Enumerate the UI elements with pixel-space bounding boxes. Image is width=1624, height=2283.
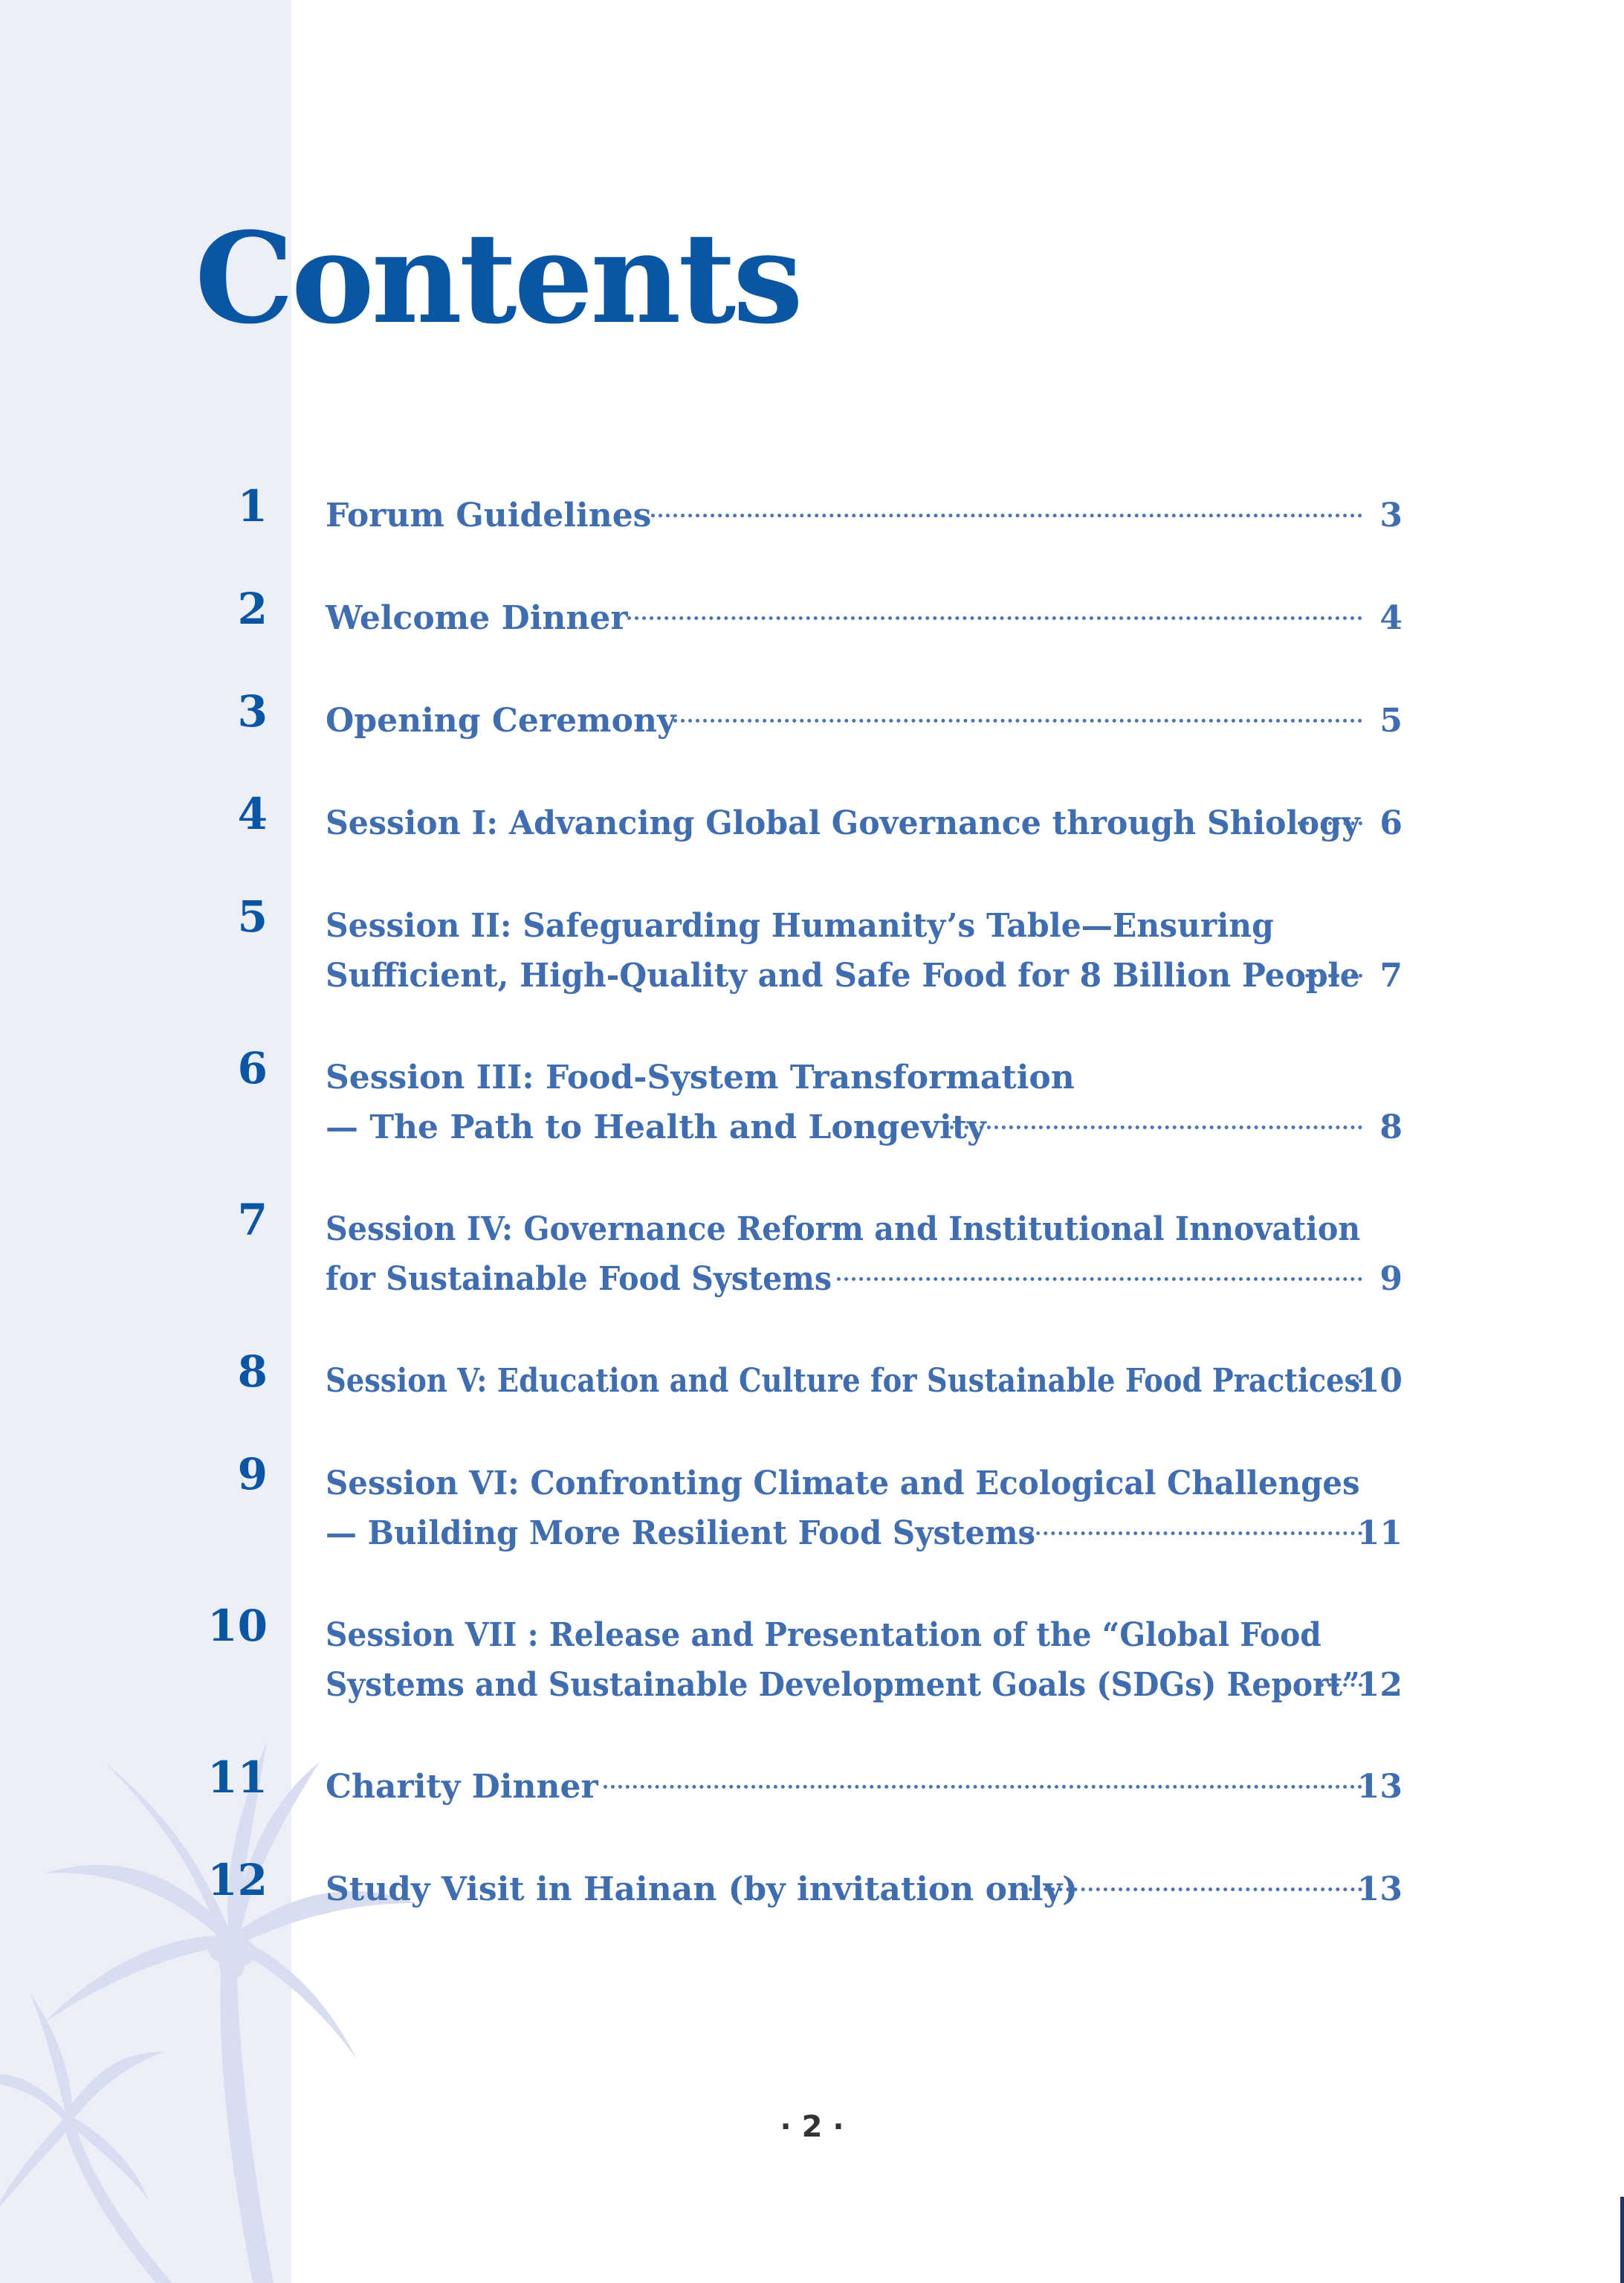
entry-number: 2 (237, 584, 268, 634)
entry-number: 10 (207, 1601, 268, 1651)
page-number: · 2 · (780, 2110, 844, 2144)
dot-leader (1021, 1527, 1362, 1535)
entry-title: Session II: Safeguarding Humanity’s Table—Ensuring (326, 907, 1274, 945)
entry-title: Session V: Education and Culture for Sustainable Food Practices (326, 1362, 1361, 1400)
entry-page: 7 (1379, 957, 1403, 995)
entry-title: Session VI: Confronting Climate and Ecological Challenges (326, 1465, 1360, 1502)
entry-title: Session IV: Governance Reform and Institutional Innovation (326, 1210, 1361, 1248)
entry-title: for Sustainable Food Systems (326, 1260, 832, 1298)
dot-leader (673, 714, 1362, 723)
page-title: Contents (195, 204, 800, 352)
entry-title: — Building More Resilient Food Systems (326, 1514, 1036, 1552)
entry-page: 11 (1356, 1514, 1403, 1552)
dot-leader (1298, 969, 1362, 978)
entry-page: 8 (1379, 1108, 1403, 1146)
entry-page: 6 (1379, 804, 1403, 842)
entry-title: Welcome Dinner (326, 599, 628, 637)
entry-title: Systems and Sustainable Development Goals (SDGs) Report” (326, 1666, 1360, 1704)
entry-title: Session III: Food-System Transformation (326, 1059, 1075, 1097)
dot-leader (837, 1273, 1362, 1281)
dot-leader (627, 612, 1362, 620)
entry-title: — The Path to Health and Longevity (326, 1108, 986, 1146)
entry-title: Study Visit in Hainan (by invitation only) (326, 1870, 1078, 1908)
entry-title: Session I: Advancing Global Governance through Shiology (326, 804, 1360, 842)
entry-page: 10 (1356, 1362, 1403, 1400)
entry-page: 5 (1379, 702, 1403, 740)
dot-leader (1298, 817, 1362, 825)
entry-page: 13 (1356, 1870, 1403, 1908)
dot-leader (1320, 1679, 1362, 1687)
entry-number: 7 (237, 1195, 268, 1245)
entry-number: 3 (237, 686, 268, 737)
entry-title: Session VII : Release and Presentation of the “Global Food (326, 1616, 1321, 1654)
entry-number: 9 (237, 1449, 268, 1499)
dot-leader (950, 1121, 1362, 1129)
entry-number: 5 (237, 891, 268, 942)
entry-number: 12 (207, 1855, 268, 1905)
entry-number: 6 (237, 1043, 268, 1094)
entry-number: 11 (207, 1752, 268, 1803)
entry-page: 12 (1356, 1666, 1403, 1704)
entry-number: 8 (237, 1346, 268, 1397)
entry-title: Forum Guidelines (326, 497, 652, 535)
entry-title: Sufficient, High-Quality and Safe Food for 8 Billion People (326, 957, 1360, 995)
entry-title: Opening Ceremony (326, 702, 676, 740)
dot-leader (604, 1780, 1362, 1789)
entry-page: 4 (1379, 599, 1403, 637)
dot-leader (651, 509, 1362, 517)
entry-title: Charity Dinner (326, 1768, 598, 1806)
entry-number: 4 (237, 789, 268, 839)
entry-page: 3 (1379, 497, 1403, 535)
dot-leader (1021, 1883, 1362, 1891)
entry-page: 13 (1356, 1768, 1403, 1806)
entry-page: 9 (1379, 1260, 1403, 1298)
entry-number: 1 (237, 481, 268, 532)
